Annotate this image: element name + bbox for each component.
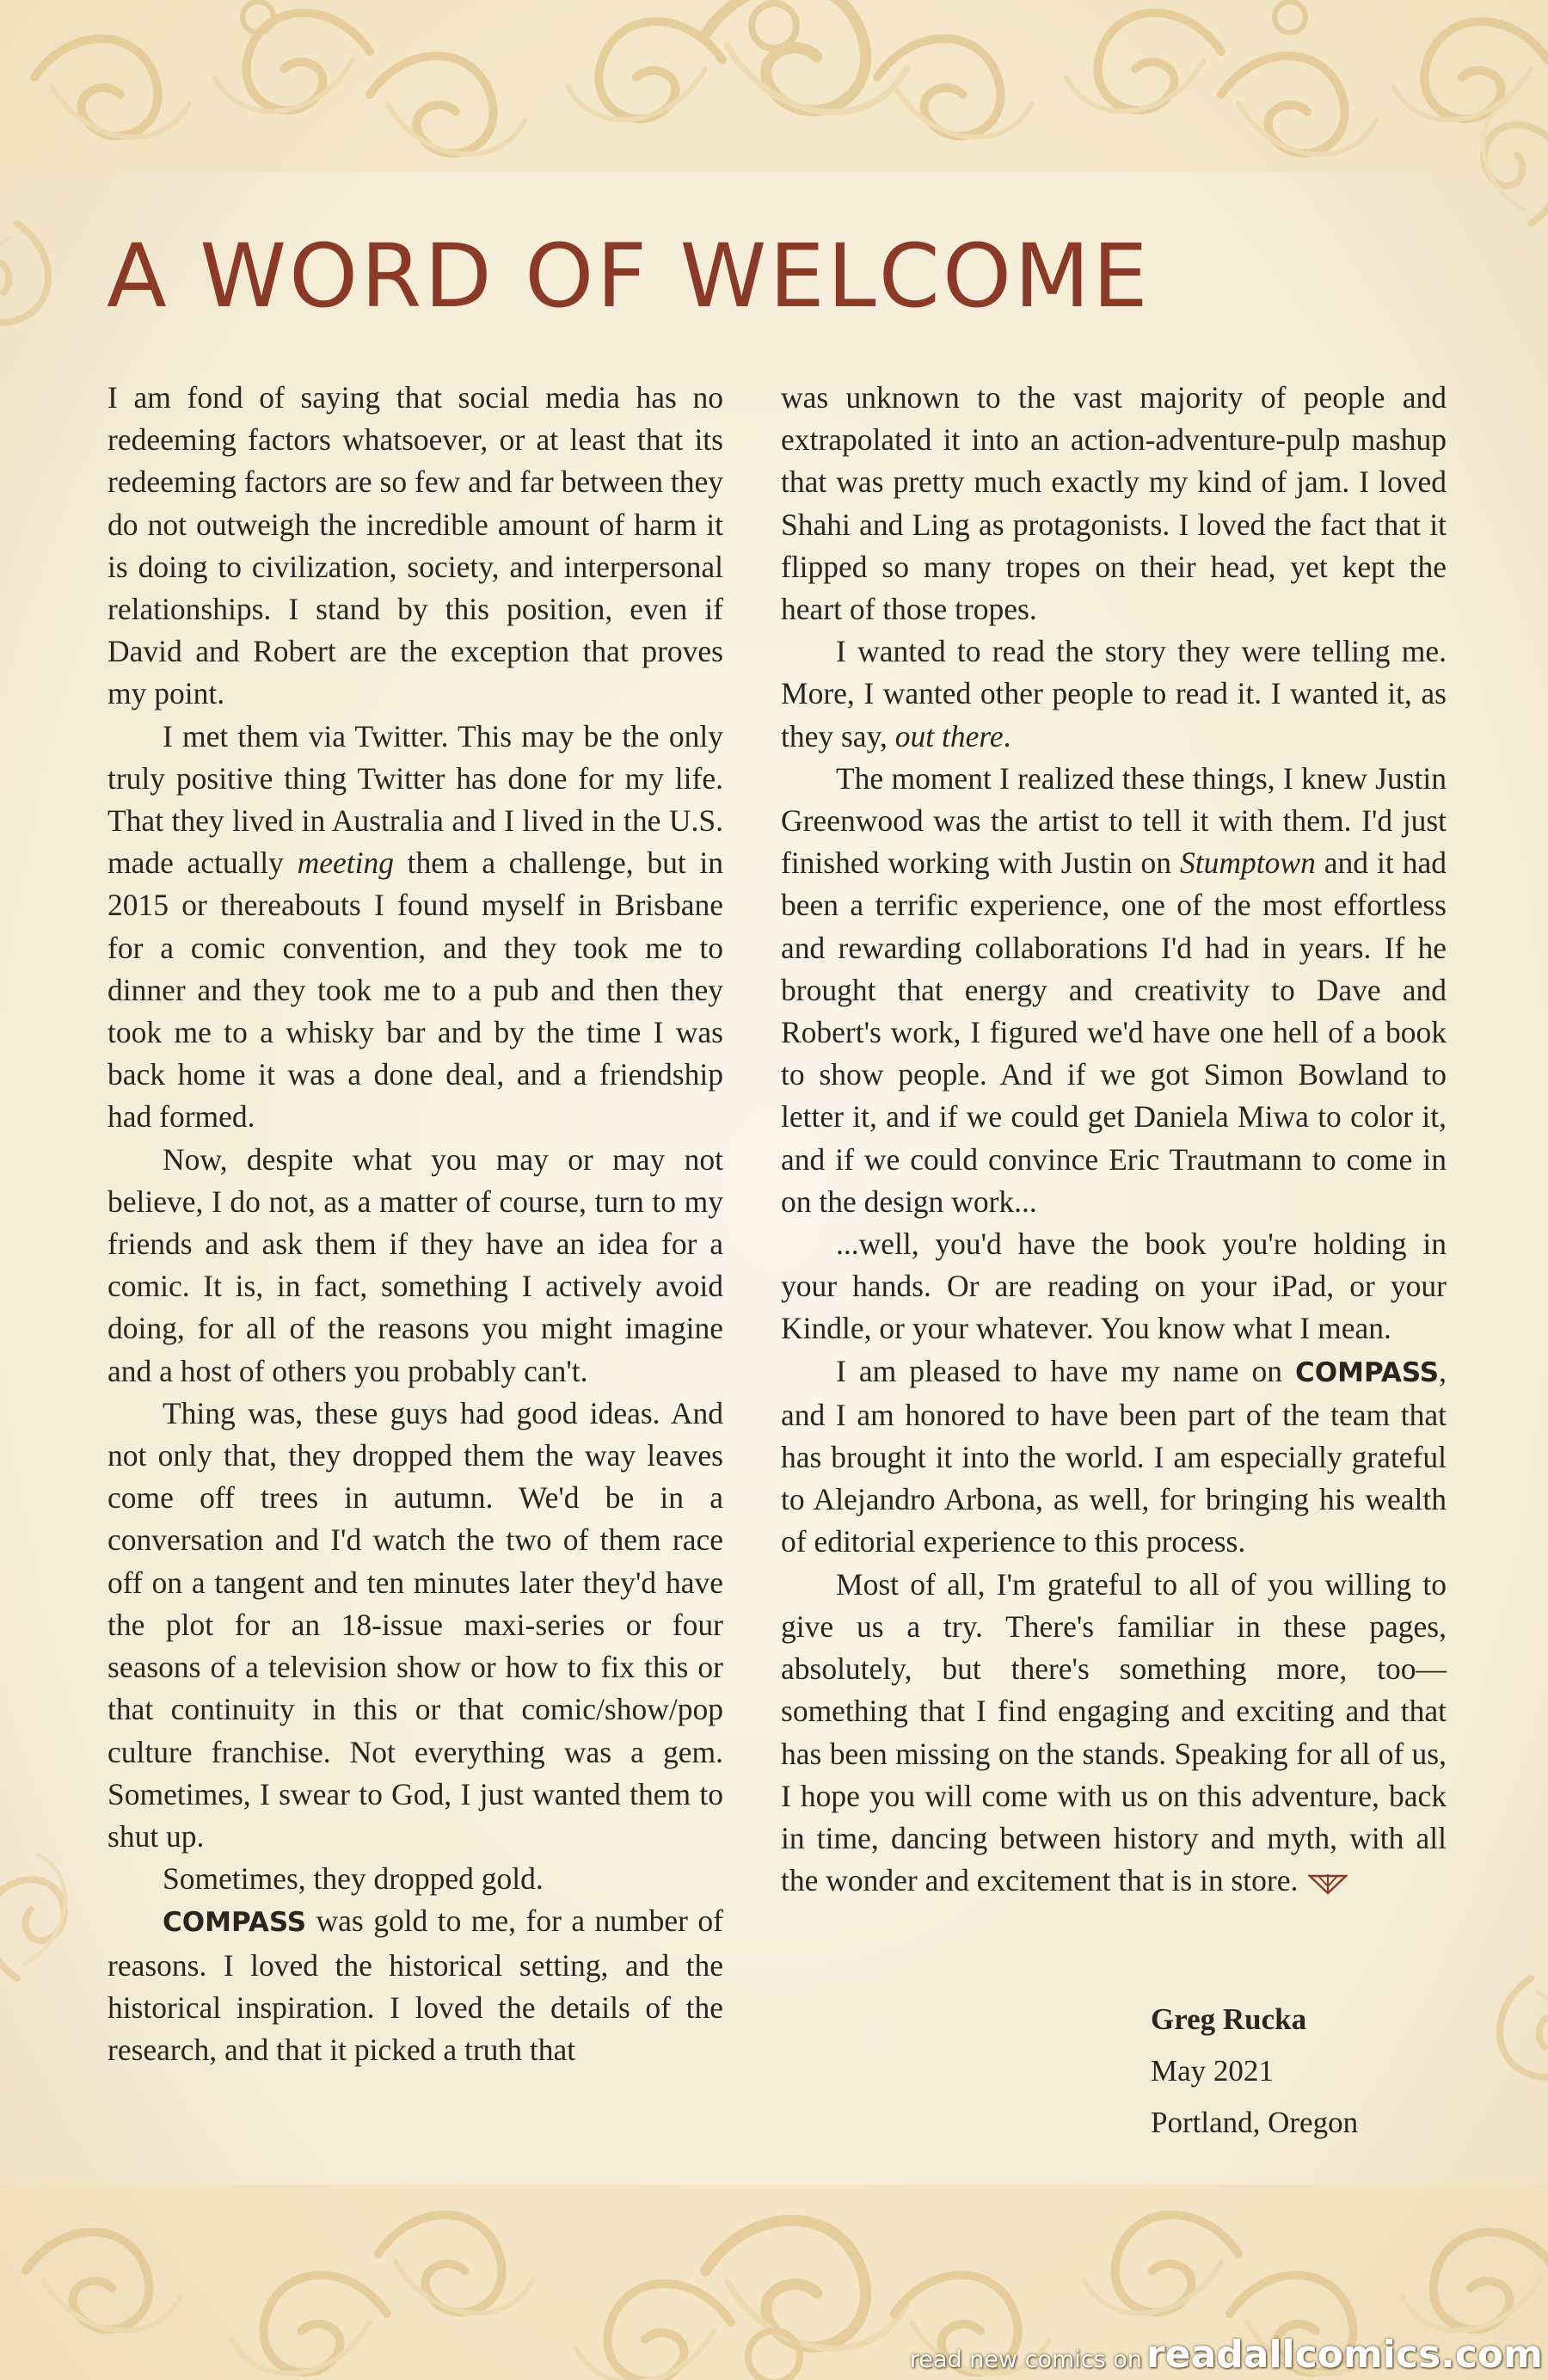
footer-watermark xyxy=(910,2333,1543,2377)
paragraph: Now, despite what you may or may not believe, I do not, as a matter of course, turn to my friends and ask them if they have an idea for a comic. It is, in fact, something I actively avoid doing, for all of the reasons you might imagine and a host of others you probably can't. xyxy=(108,1141,723,1388)
paragraph: I am pleased to have my name on COMPASS, and I am honored to have been part of the team that has brought it into the world. I am especially grateful to Alejandro Arbona, as well, for bringing his wealth of editorial experience to this process. xyxy=(781,1353,1447,1559)
paragraph: Sometimes, they dropped gold. xyxy=(163,1861,544,1897)
text-column-right xyxy=(781,377,1447,1902)
watermark-site: readallcomics.com xyxy=(1146,2333,1543,2377)
paragraph: I wanted to read the story they were telling me. More, I wanted other people to read it. I wanted it, as they say, out there. xyxy=(781,634,1447,753)
paragraph: The moment I realized these things, I knew Justin Greenwood was the artist to tell it with them. I'd just finished working with Justin on Stumptown and it had been a terrific experience, one of the most effortless and rewarding collaborations I'd had in years. If he brought that energy and creativity to Dave and Robert's work, I figured we'd have one hell of a book to show people. And if we got Simon Bowland to letter it, and if we could get Daniela Miwa to color it, and if we could convince Eric Trautmann to come in on the design work... xyxy=(781,760,1447,1219)
signature-place: Portland, Oregon xyxy=(1151,2106,1359,2139)
watermark-text: read new comics on xyxy=(909,2346,1142,2373)
paragraph: Thing was, these guys had good ideas. And not only that, they dropped them the way leaves come off trees in autumn. We'd be in a conversation and I'd watch the two of them race off on a tangent and ten minutes later they'd have the plot for an 18-issue maxi-series or four seasons of a television show or how to fix this or that continuity in this or that comic/show/pop culture franchise. Not everything was a gem. Sometimes, I swear to God, I just wanted them to shut up. xyxy=(108,1395,723,1854)
paragraph: I am fond of saying that social media has no redeeming factors whatsoever, or at least that its redeeming factors are so few and far between they do not outweigh the incredible amount of harm it is doing to civilization, society, and interpersonal relationships. I stand by this position, even if David and Robert are the exception that proves my point. xyxy=(108,380,723,711)
compass-end-mark-icon xyxy=(1308,1873,1348,1895)
paragraph: COMPASS was gold to me, for a number of reasons. I loved the historical setting, and the historical inspiration. I loved the details of the research, and that it picked a truth that xyxy=(108,1903,723,2067)
signature-block xyxy=(1151,1994,1358,2149)
paragraph: Most of all, I'm grateful to all of you willing to give us a try. There's familiar in these pages, absolutely, but there's something more, too—something that I find engaging and exciting and that has been missing on the stands. Speaking for all of us, I hope you will come with us on this adventure, back in time, dancing between history and myth, with all the wonder and excitement that is in store. xyxy=(781,1566,1447,1898)
text-column-left xyxy=(108,377,723,2071)
paragraph: I met them via Twitter. This may be the only truly positive thing Twitter has done for my life. That they lived in Australia and I lived in the U.S. made actually meeting them a challenge, but in 2015 or thereabouts I found myself in Brisbane for a comic convention, and they took me to dinner and they took me to a pub and then they took me to a whisky bar and by the time I was back home it was a done deal, and a friendship had formed. xyxy=(108,718,723,1135)
page-title: A WORD OF WELCOME xyxy=(107,225,1151,328)
author-name: Greg Rucka xyxy=(1151,2002,1307,2036)
signature-date: May 2021 xyxy=(1151,2054,1274,2088)
paragraph: was unknown to the vast majority of people and extrapolated it into an action-adventure-pulp mashup that was pretty much exactly my kind of jam. I loved Shahi and Ling as protagonists. I loved the fact that it flipped so many tropes on their head, yet kept the heart of those tropes. xyxy=(781,380,1447,627)
paragraph: ...well, you'd have the book you're holding in your hands. Or are reading on your iPad, or your Kindle, or your whatever. You know what I mean. xyxy=(781,1227,1447,1346)
